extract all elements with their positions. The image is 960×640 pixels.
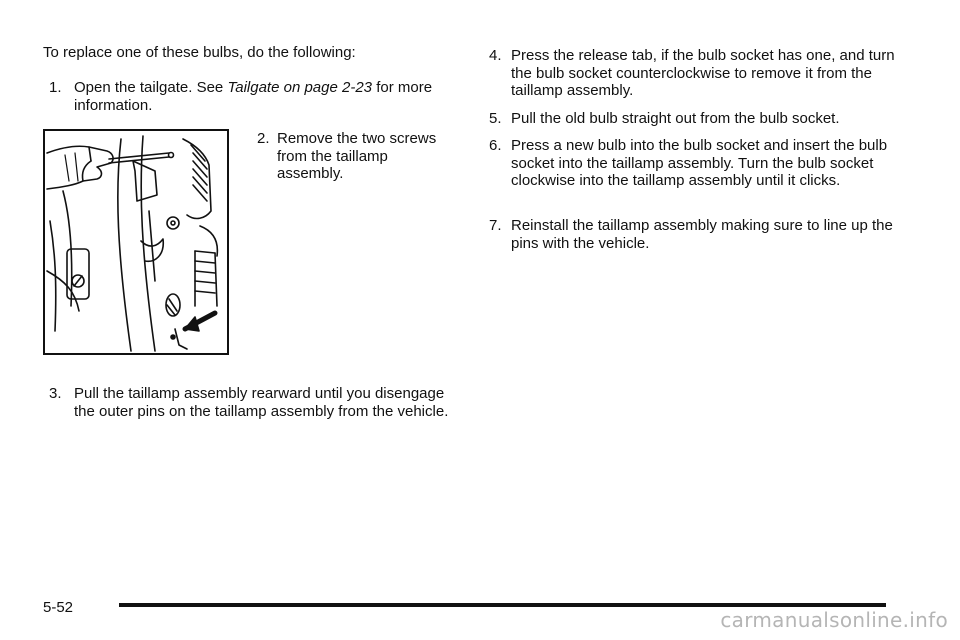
step-number: 1. (49, 79, 62, 96)
step-3 (49, 385, 449, 420)
step-number: 2. (257, 130, 270, 147)
step-2 (257, 130, 437, 183)
footer-rule (119, 603, 886, 607)
step-1 (49, 79, 439, 114)
step-text: Press the release tab, if the bulb socket has one, and turn the bulb socket counterclockwise to remove it from the taillamp assembly. (511, 47, 895, 99)
step-number: 7. (489, 217, 502, 234)
step-number: 3. (49, 385, 62, 402)
taillamp-removal-illustration (43, 129, 229, 355)
step-7 (489, 217, 909, 252)
step-text: Pull the old bulb straight out from the bulb socket. (511, 110, 840, 127)
step-text: Reinstall the taillamp assembly making sure to line up the pins with the vehicle. (511, 217, 893, 252)
watermark: carmanualsonline.info (720, 608, 948, 632)
intro-text: To replace one of these bulbs, do the following: (43, 44, 356, 61)
step-text: Remove the two screws from the taillamp assembly. (277, 130, 437, 182)
step-5 (489, 110, 909, 128)
step-number: 5. (489, 110, 502, 127)
step-number: 6. (489, 137, 502, 154)
step-number: 4. (489, 47, 502, 64)
step-6 (489, 137, 909, 190)
step-text: Pull the taillamp assembly rearward until you disengage the outer pins on the taillamp assembly from the vehicle. (74, 385, 449, 420)
step-text: Press a new bulb into the bulb socket and insert the bulb socket into the taillamp assembly. Turn the bulb socket clockwise into the taillamp assembly until it clicks. (511, 137, 888, 189)
step-4 (489, 47, 909, 100)
page-number: 5-52 (43, 599, 74, 616)
tailgate-reference-link[interactable]: Tailgate on page 2-23 (227, 79, 373, 96)
step-text: Open the tailgate. See Tailgate on page 2-23 for more information. (74, 79, 433, 114)
